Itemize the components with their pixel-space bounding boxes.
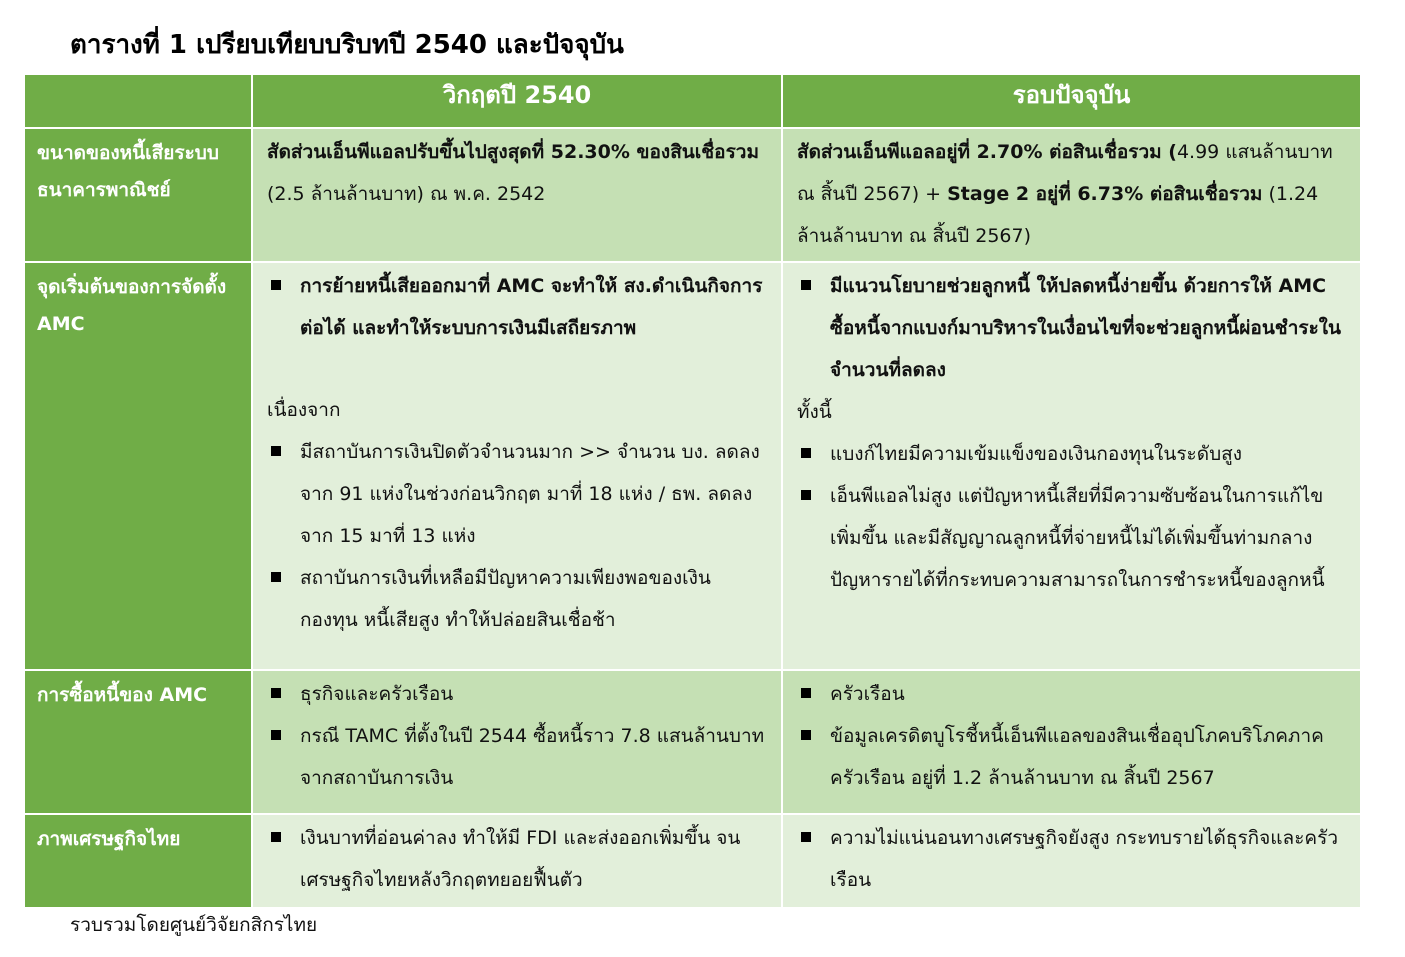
list-item-text: ข้อมูลเครดิตบูโรชี้หนี้เอ็นพีแอลของสินเชื่ออุปโภคบริโภคภาคครัวเรือน อยู่ที่ 1.2 ล้านล้านบาท ณ สิ้นปี 2567 bbox=[830, 725, 1324, 789]
current-npl-part: 4.99 แสนล้านบาท ณ สิ้นปี 2567) + bbox=[797, 141, 1333, 205]
list-item bbox=[797, 715, 1346, 799]
bullet-list bbox=[267, 817, 767, 901]
row-label: ขนาดของหนี้เสียระบบธนาคารพาณิชย์ bbox=[24, 128, 252, 262]
header-empty bbox=[24, 74, 252, 128]
list-item-text: มีแนวนโยบายช่วยลูกหนี้ ให้ปลดหนี้ง่ายขึ้น ด้วยการให้ AMC ซื้อหนี้จากแบงก์มาบริหารในเงื่อนไขที่จะช่วยลูกหนี้ผ่อนชำระในจำนวนที่ลดลง bbox=[830, 275, 1342, 381]
current-cell bbox=[782, 128, 1361, 262]
row-label: การซื้อหนี้ของ AMC bbox=[24, 670, 252, 814]
square-bullet-icon bbox=[801, 832, 811, 842]
header-crisis-2540: วิกฤตปี 2540 bbox=[252, 74, 782, 128]
bullet-list bbox=[797, 817, 1346, 901]
table-row bbox=[24, 670, 1361, 814]
square-bullet-icon bbox=[801, 280, 811, 290]
page-title: ตารางที่ 1 เปรียบเทียบบริบทปี 2540 และปัจจุบัน bbox=[70, 30, 624, 60]
square-bullet-icon bbox=[271, 446, 281, 456]
current-npl-part: Stage 2 อยู่ที่ 6.73% ต่อสินเชื่อรวม bbox=[947, 183, 1263, 205]
crisis-intro: เนื่องจาก bbox=[267, 399, 341, 421]
source-footer: รวบรวมโดยศูนย์วิจัยกสิกรไทย bbox=[70, 914, 318, 936]
bullet-list bbox=[797, 265, 1346, 391]
square-bullet-icon bbox=[801, 730, 811, 740]
list-item bbox=[267, 673, 767, 715]
current-cell bbox=[782, 262, 1361, 670]
list-item bbox=[267, 265, 767, 349]
row-label: ภาพเศรษฐกิจไทย bbox=[24, 814, 252, 908]
square-bullet-icon bbox=[271, 280, 281, 290]
current-npl-part: สัดส่วนเอ็นพีแอลอยู่ที่ 2.70% ต่อสินเชื่อรวม ( bbox=[797, 141, 1177, 163]
crisis-cell bbox=[252, 670, 782, 814]
header-current: รอบปัจจุบัน bbox=[782, 74, 1361, 128]
list-item-text: สถาบันการเงินที่เหลือมีปัญหาความเพียงพอของเงินกองทุน หนี้เสียสูง ทำให้ปล่อยสินเชื่อช้า bbox=[300, 567, 711, 631]
list-item-text: เงินบาทที่อ่อนค่าลง ทำให้มี FDI และส่งออกเพิ่มขึ้น จนเศรษฐกิจไทยหลังวิกฤตทยอยฟื้นตัว bbox=[300, 827, 741, 891]
current-cell bbox=[782, 814, 1361, 908]
square-bullet-icon bbox=[801, 688, 811, 698]
list-item bbox=[267, 557, 767, 641]
crisis-cell bbox=[252, 262, 782, 670]
list-item bbox=[267, 715, 767, 799]
bullet-list bbox=[267, 673, 767, 799]
list-item bbox=[267, 431, 767, 557]
crisis-cell bbox=[252, 814, 782, 908]
list-item-text: มีสถาบันการเงินปิดตัวจำนวนมาก >> จำนวน บง. ลดลงจาก 91 แห่งในช่วงก่อนวิกฤต มาที่ 18 แห่ง / ธพ. ลดลงจาก 15 มาที่ 13 แห่ง bbox=[300, 441, 760, 547]
current-intro: ทั้งนี้ bbox=[797, 401, 832, 423]
bullet-list bbox=[797, 433, 1346, 601]
square-bullet-icon bbox=[271, 730, 281, 740]
list-item bbox=[797, 265, 1346, 391]
current-cell bbox=[782, 670, 1361, 814]
bullet-list bbox=[267, 265, 767, 349]
table-header-row bbox=[24, 74, 1361, 128]
list-item bbox=[797, 817, 1346, 901]
crisis-npl-text bbox=[267, 131, 767, 215]
list-item bbox=[797, 433, 1346, 475]
list-item-text: การย้ายหนี้เสียออกมาที่ AMC จะทำให้ สง.ดำเนินกิจการต่อได้ และทำให้ระบบการเงินมีเสถียรภาพ bbox=[300, 275, 763, 339]
list-item-text: ความไม่แน่นอนทางเศรษฐกิจยังสูง กระทบรายได้ธุรกิจและครัวเรือน bbox=[830, 827, 1338, 891]
crisis-npl-normal: (2.5 ล้านล้านบาท) ณ พ.ค. 2542 bbox=[267, 183, 546, 205]
list-item-text: เอ็นพีแอลไม่สูง แต่ปัญหาหนี้เสียที่มีความซับซ้อนในการแก้ไขเพิ่มขึ้น และมีสัญญาณลูกหนี้ที่จ่ายหนี้ไม่ได้เพิ่มขึ้นท่ามกลางปัญหารายได้ที่กระทบความสามารถในการชำระหนี้ของลูกหนี้ bbox=[830, 485, 1325, 591]
crisis-npl-bold: สัดส่วนเอ็นพีแอลปรับขึ้นไปสูงสุดที่ 52.30% ของสินเชื่อรวม bbox=[267, 141, 759, 163]
bullet-list bbox=[797, 673, 1346, 799]
current-npl-text bbox=[797, 131, 1346, 257]
list-item-text: ธุรกิจและครัวเรือน bbox=[300, 683, 454, 705]
list-item bbox=[797, 475, 1346, 601]
list-item-text: แบงก์ไทยมีความเข้มแข็งของเงินกองทุนในระดับสูง bbox=[830, 443, 1243, 465]
list-item-text: กรณี TAMC ที่ตั้งในปี 2544 ซื้อหนี้ราว 7.8 แสนล้านบาท จากสถาบันการเงิน bbox=[300, 725, 765, 789]
square-bullet-icon bbox=[801, 448, 811, 458]
comparison-table bbox=[23, 73, 1362, 909]
current-npl-part: (1.24 ล้านล้านบาท ณ สิ้นปี 2567) bbox=[797, 183, 1319, 247]
list-item bbox=[797, 673, 1346, 715]
row-label: จุดเริ่มต้นของการจัดตั้ง AMC bbox=[24, 262, 252, 670]
square-bullet-icon bbox=[271, 832, 281, 842]
table-row bbox=[24, 814, 1361, 908]
bullet-list bbox=[267, 431, 767, 641]
table-row bbox=[24, 262, 1361, 670]
list-item bbox=[267, 817, 767, 901]
crisis-cell bbox=[252, 128, 782, 262]
square-bullet-icon bbox=[271, 688, 281, 698]
list-item-text: ครัวเรือน bbox=[830, 683, 905, 705]
square-bullet-icon bbox=[271, 572, 281, 582]
table-row bbox=[24, 128, 1361, 262]
square-bullet-icon bbox=[801, 490, 811, 500]
